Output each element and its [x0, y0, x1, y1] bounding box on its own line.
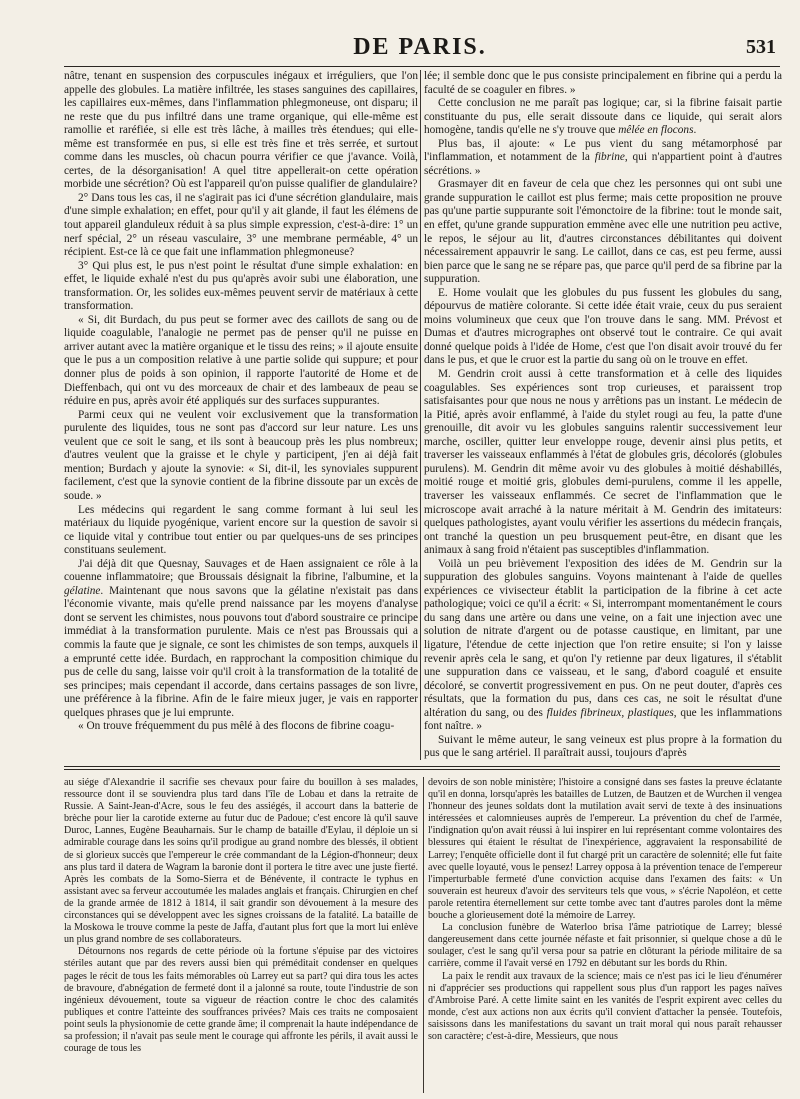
feuilleton-column-left — [64, 777, 418, 1093]
paragraph: Les médecins qui regardent le sang comme formant à lui seul les matériaux du liquide pyogénique, varient encore sur la question de savoir si ce liquide vital y contribue tout entier ou par quelques-uns de ses principes constituans seulement. — [64, 503, 418, 557]
text-run: Voilà un peu brièvement l'exposition des idées de M. Gendrin sur la suppuration des globules sanguins. Voyons maintenant à l'aide de quelles expériences ce vivisecteur établit la participation de la fibrine à cet acte pathologique; voici ce qu'il a écrit: « Si, interrompant momentanément le cours du sang dans une artère ou dans une veine, on a fait une injection avec une solution de nitrate d'argent ou de potasse caustique, en limitant, par une ligature, l'étendue de cette injection que l'on retire ensuite; si l'on y laisse revenir après cela le sang, et qu'on l'y retienne par deux ligatures, il s'établit une suppuration dans ce vaisseau, et le sang, d'abord coagulé et ensuite décoloré, se convertit progressivement en pus. On ne peut douter, d'après ces résultats, que la formation du pus, dans ces cas, ne soit le résultat d'une altération du sang, ou des — [424, 557, 782, 719]
masthead-title: DE PARIS. — [353, 34, 487, 60]
paragraph: devoirs de son noble ministère; l'histoire a consigné dans ses fastes la preuve éclatante qu'il en donna, lorsqu'après les batailles de Lutzen, de Bautzen et de Wurchen il vengea l'honneur des jeunes soldats dont la mutilation avait servi de texte à des insinuations intéressées et calomnieuses auprès de l'empereur. La prévention du chef de l'armée, l'indignation qu'on avait réussi à lui inspirer en lui représentant comme volontaires des blessures qui étaient le résultat de l'inexpérience, aggravaient la responsabilité de Larrey; l'enquête officielle dont il fut chargé prit un caractère de solennité; elle fut faite avec quelle loyauté, vous le pensez! Larrey opposa à la prévention tenace de l'empereur l'imperturbable fermeté d'une conviction acquise dans l'examen des faits: « Un souverain est heureux d'avoir des serviteurs tels que vous, » s'écrie Napoléon, et cette parole retentira éternellement sur cette tombe avec tant d'autres paroles dont la même bouche a glorieusement doté la mémoire de Larrey. — [428, 777, 782, 922]
text-run: , que les inflammations font naître. » — [424, 706, 782, 733]
section-separator — [64, 769, 780, 770]
paragraph: La conclusion funèbre de Waterloo brisa l'âme patriotique de Larrey; blessé dangereusement dans cette journée néfaste et fait prisonnier, si quelque chose a dû le soulager, c'est le sang qu'il versa pour sa patrie en clôturant la période militaire de sa carrière, comme il l'avait versé en 1792 en débutant sur les bords du Rhin. — [428, 922, 782, 970]
paragraph: Parmi ceux qui ne veulent voir exclusivement que la transformation purulente des liquides, tous ne sont pas d'accord sur leur nature. Les uns veulent que ce soit le sang, et ils sont à beaucoup près les plus nombreux; d'autres veulent que la graisse et le chyle y participent, j'en ai déjà fait mention; Burdach y ajoute la synovie: « Si, dit-il, les synoviales suppurent facilement, c'est que la synovie contient de la fibrine dissoute par un excès de soude. » — [64, 408, 418, 502]
article-column-left — [64, 70, 418, 760]
section-separator — [64, 766, 780, 767]
column-divider — [423, 777, 424, 1093]
paragraph: 2° Dans tous les cas, il ne s'agirait pas ici d'une sécrétion glandulaire, mais d'une simple exhalation; en effet, pour qu'il y ait glande, il faut les élémens de tout appareil glanduleux réduit à sa plus simple expression, c'est-à-dire: 1° un nerf spécial, 2° un réseau vasculaire, 3° une membrane perméable, 4° un récipient. Est-ce là ce que fait une inflammation phlegmoneuse? — [64, 191, 418, 259]
paragraph: Détournons nos regards de cette période où la fortune s'épuise par des victoires stériles autant que par des revers aussi bien qui préméditait condenser en quelques pages le récit de tous les faits mémorables où Larrey eut sa part? qui dira tous les actes de bravoure, d'abnégation de fermeté dont il a jalonné sa route, toute l'industrie de son ingénieux dévouement, toute sa vigueur de réaction contre le choc des calamités publiques et contre l'atteinte des souffrances privées? Mais ces traits ne composaient point seuls la physionomie de cette grande âme; il comprenait la haute indépendance de sa profession; il n'avait pas seule ment le courage qui affronte les périls, il avait aussi le courage de tous les — [64, 946, 418, 1055]
feuilleton-column-right — [428, 777, 782, 1093]
column-divider — [420, 70, 421, 760]
italic-term: mêlée en flocons — [618, 124, 694, 137]
paragraph: au siége d'Alexandrie il sacrifie ses chevaux pour faire du bouillon à ses malades, ressource dont il se souviendra plus tard dans l'île de Lobau et dans la retraite de Russie. A Saint-Jean-d'Acre, sous le feu des assiégés, il accourt dans la batterie de brèche pour lier la carotide externe au futur duc de Padoue; c'est encore là qu'il sauve Duroc, Lannes, Eugène Beauharnais. Sur le champ de bataille d'Eylau, il déploie un si admirable courage dans les soins qu'il prodigue au grand nombre des blessés, il obtient de si glorieux succès que l'empereur le crée commandant de la Légion-d'honneur; deux ans plus tard il datera de Wagram la baronie dont il portera le titre avec une juste fierté. Après les combats de la Somo-Sierra et de Bénévente, il contracte le typhus en assistant avec sa ferveur accoutumée les malades anglais et français. Chirurgien en chef de la grande armée de 1812 à 1814, il sait grandir son dévouement à la mesure des circonstances qui se développent avec les signes croissans de la fatalité. La bataille de la Moskowa le trouve comme la peste de Jaffa, d'autant plus fort que la mort lui enlève un plus grand nombre de ses collaborateurs. — [64, 777, 418, 946]
paragraph: lée; il semble donc que le pus consiste principalement en fibrine qui a perdu la faculté de se coaguler en fibres. » — [424, 70, 782, 96]
paragraph: 3° Qui plus est, le pus n'est point le résultat d'une simple exhalation: en effet, le liquide exhalé n'est du pus qu'après avoir subi une élaboration, une transformation. Or, les solides eux-mêmes peuvent servir de matériaux à cette transformation. — [64, 259, 418, 313]
paragraph: E. Home voulait que les globules du pus fussent les globules du sang, dépourvus de matière colorante. Si cette idée était vraie, ceux du pus seraient moins volumineux que ceux que l'on trouve dans le sang. MM. Prévost et Dumas et d'autres micrographes ont observé tout le contraire. Ce qui avait donné quelque poids à l'idée de Home, c'est que l'on disait avoir trouvé du fer dans le pus, et que le cruor est la partie du sang où on le trouve en effet. — [424, 286, 782, 367]
paragraph: « On trouve fréquemment du pus mêlé à des flocons de fibrine coagu- — [78, 720, 395, 733]
page-header — [64, 34, 776, 60]
italic-term: fluides fibrineux, plastiques — [546, 706, 674, 719]
paragraph: Suivant le même auteur, le sang veineux est plus propre à la formation du pus que le sang artériel. Il paraîtrait aussi, toujours d'après — [424, 733, 782, 760]
paragraph — [424, 138, 782, 179]
page-number: 531 — [746, 36, 776, 58]
article-column-right — [424, 70, 782, 760]
paragraph: Grasmayer dit en faveur de cela que chez les personnes qui ont subi une grande suppuration le caillot est plus ferme; mais cette proposition ne prouve pas qu'une partie suppurante soit l'émonctoire de la fibrine: tout le monde sait, en effet, qu'une grande suppuration emmène avec elle une nutrition peu active, le repos, le séjour au lit, d'autres circonstances débilitantes qui doivent nécessairement appauvrir le sang. Le caillot, dans ce cas, est peu ferme, aussi bien parce que le sang ne se répare pas, que parce qu'il perd de sa fibrine par la suppuration. — [424, 178, 782, 286]
text-run: . — [693, 124, 697, 137]
paragraph: « Si, dit Burdach, du pus peut se former avec des caillots de sang ou de liquide coagulable, l'analogie ne permet pas de penser qu'il ne puisse en arriver autant avec la matière organique et le tissu des reins; » il ajoute ensuite que le pus a un composition relative à une partie solide qui suppure; et pour donner plus de poids à son opinion, il rapporte l'autorité de Home et de Dieffenbach, qui ont vu des morceaux de chair et des lambeaux de peau se réduire en pus, après avoir été appliqués sur des surfaces suppurantes. — [64, 313, 418, 408]
paragraph — [424, 558, 782, 734]
header-rule — [64, 66, 780, 67]
paragraph: La paix le rendit aux travaux de la science; mais ce n'est pas ici le lieu d'énumérer ni d'apprécier ses productions qui rappellent sous plus d'un rapport les pages naïves d'Ambroise Paré. A cette limite saint en les vanités de l'esprit expirent avec celles du monde, c'est aux actions non aux écrits qu'il convient d'attacher la pensée. Toutefois, saisissons dans les manifestations du savant un trait moral qui nous paraît rehausser son caractère; c'est-à-dire, Messieurs, que nous — [428, 970, 782, 1042]
text-run: , qui n'appartient point à d'autres sécrétions. » — [424, 151, 782, 177]
text-run: Plus bas, il ajoute: « Le pus vient du sang métamorphosé par l'inflammation, et notamment de la — [424, 137, 782, 164]
text-run: . Maintenant que nous savons que la gélatine n'existait pas dans l'économie vivante, mais qu'elle prend naissance par les moyens d'analyse dont se servent les chimistes, nous pouvons tout d'abord soustraire ce principe immédiat à la transformation purulente. Mais ce n'est pas Broussais qui a commis la faute que je signale, ce sont les chimistes de son temps, auxquels il a emprunté cette idée. Burdach, en rapprochant la composition chimique du pus de celle du sang, laisse voir qu'il croit à la transformation de la totalité de ses principes; mais cependant il accorde, dans certains passages de son livre, une préférence à la fibrine. Afin de le faire mieux juger, je vais en rapporter quelques phrases que je lui emprunte. — [64, 584, 418, 719]
text-run: Cette conclusion ne me paraît pas logique; car, si la fibrine faisait partie constituante du pus, elle serait dissoute dans ce liquide, qui serait alors homogène, tandis qu'elle ne s'y trouve que — [424, 97, 782, 137]
text-run: J'ai déjà dit que Quesnay, Sauvages et de Haen assignaient ce rôle à la couenne inflammatoire; que Broussais désignait la fibrine, l'albumine, et la — [64, 557, 418, 584]
paragraph: M. Gendrin croit aussi à cette transformation et à celle des liquides coagulables. Ses expériences sont trop curieuses, et paraissent trop satisfaisantes pour que nous ne nous y arrêtions pas un instant. Le médecin de la Pitié, après avoir enflammé, à l'aide du stylet rougi au feu, la patte d'une grenouille, dit avoir vu les globules sanguins ralentir successivement leur marche, osciller, quitter leur enveloppe rouge, devenir ainsi plus petits, et traverser les vaisseaux enflammés à l'état de globules gris, décolorés (globules purulens). M. Gendrin dit même avoir vu des globules à moitié déshabillés, moitié rouge et moitié gris, globules demi-purulens, comme il les appelle, traverser les vaisseaux enflammés. Ce secret de l'inflammation que le microscope avait arraché à la nature méritait à M. Gendrin des imitateurs: quelques pathologistes, ayant voulu vérifier les assertions du médecin français, ont tranché la question un peu brusquement peut-être, en disant que les animaux à sang froid n'étaient pas susceptibles d'inflammation. — [424, 368, 782, 557]
italic-term: fibrine — [594, 151, 625, 164]
paragraph: nâtre, tenant en suspension des corpuscules inégaux et irréguliers, que l'on appelle des globules. La matière infiltrée, les stases sanguines des capillaires, les capillaires eux-mêmes, dans l'inflammation phlegmoneuse, ont disparu; il ne reste que du pus infiltré dans une trame organique, qui elle-même est ramollie et raréfiée, si elle est très lâche, à mailles très étendues; qui elle-même est transformée en pus, si elle est très fine et très serrée, et surtout comme dans les muscles, où chacun pourra vérifier ce que j'avance. Voilà, certes, de la désorganisation! A quel titre appellerait-on cette opération morbide une sécrétion? Où est l'appareil qu'on puisse qualifier de glandulaire? — [64, 70, 418, 191]
paragraph — [64, 558, 418, 721]
paragraph — [424, 97, 782, 138]
italic-term: gélatine — [64, 584, 101, 597]
